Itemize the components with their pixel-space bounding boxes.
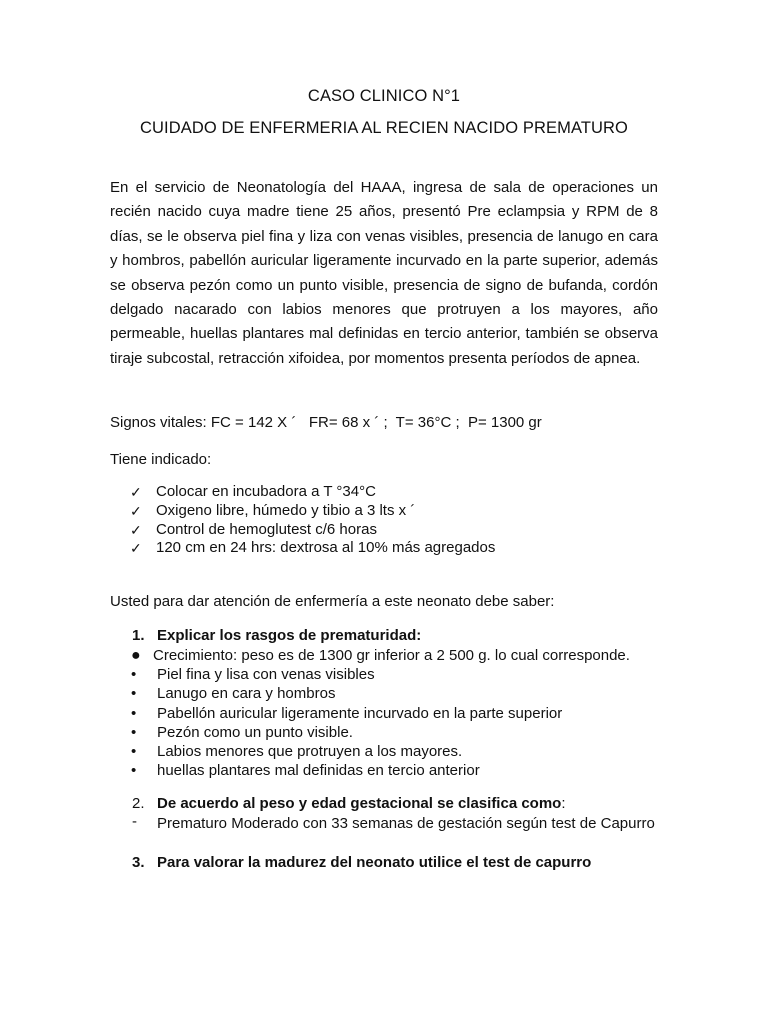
section-title: De acuerdo al peso y edad gestacional se clasifica como <box>157 795 562 812</box>
section-title: Explicar los rasgos de prematuridad: <box>157 627 422 644</box>
page-subtitle: CUIDADO DE ENFERMERIA AL RECIEN NACIDO PREMATURO <box>140 119 628 137</box>
list-item: ✓ Oxigeno libre, húmedo y tibio a 3 lts x ´ <box>130 501 416 519</box>
list-item: • Pezón como un punto visible. <box>131 723 353 741</box>
section-title: Para valorar la madurez del neonato utilice el test de capurro <box>157 854 592 871</box>
bullet-icon: • <box>131 723 137 741</box>
bullet-icon: ● <box>131 647 141 664</box>
dash-marker: - <box>132 813 137 830</box>
list-item: • Lanugo en cara y hombros <box>131 685 336 703</box>
bullet-icon: • <box>131 666 137 684</box>
section-title-suffix: : <box>561 795 566 812</box>
checkmark-icon: ✓ <box>130 502 142 519</box>
list-item: ✓ 120 cm en 24 hrs: dextrosa al 10% más agregados <box>130 539 496 557</box>
list-item: • huellas plantares mal definidas en tercio anterior <box>131 762 480 780</box>
section-number: 2. <box>132 795 145 812</box>
checkmark-icon: ✓ <box>130 521 142 538</box>
instruction-text: Usted para dar atención de enfermería a este neonato debe saber: <box>110 593 555 610</box>
indications-list <box>130 483 495 558</box>
section-3-heading <box>132 854 591 871</box>
case-description: En el servicio de Neonatología del HAAA, ingresa de sala de operaciones un recién nacido cuya madre tiene 25 años, presentó Pre eclampsia y RPM de 8 días, se le observa piel fina y liza con venas visibles, presencia de lanugo en cara y hombros, pabellón auricular ligeramente incurvado en la parte superior, además se observa pezón como un punto visible, presencia de signo de bufanda, cordón delgado nacarado con labios menores que protruyen a los mayores, año permeable, huellas plantares mal definidas en tercio anterior, también se observa tiraje subcostal, retracción xifoidea, por momentos presenta períodos de apnea. <box>110 179 658 367</box>
bullet-icon: • <box>131 685 137 703</box>
bullet-icon: • <box>131 742 137 760</box>
checkmark-icon: ✓ <box>130 484 142 500</box>
vital-signs: Signos vitales: FC = 142 X ´ FR= 68 x ´ ; T= 36°C ; P= 1300 gr <box>110 414 542 431</box>
indications-label: Tiene indicado: <box>110 451 212 468</box>
checkmark-icon: ✓ <box>130 540 142 557</box>
classification-answer <box>132 813 658 834</box>
bullet-icon: • <box>131 762 137 780</box>
section-2-heading <box>132 795 566 812</box>
section-1-heading <box>132 627 421 644</box>
section-number: 3. <box>132 854 145 871</box>
list-item: ✓ Control de hemoglutest c/6 horas <box>130 520 377 538</box>
list-item: ● Crecimiento: peso es de 1300 gr inferior a 2 500 g. lo cual corresponde. <box>131 647 630 664</box>
classification-text: Prematuro Moderado con 33 semanas de gestación según test de Capurro <box>157 815 655 832</box>
list-item: ✓ Colocar en incubadora a T °34°C <box>130 483 376 500</box>
list-item: • Piel fina y lisa con venas visibles <box>131 666 375 684</box>
prematurity-traits-list <box>130 646 630 780</box>
bullet-icon: • <box>131 704 137 722</box>
list-item: • Pabellón auricular ligeramente incurvado en la parte superior <box>131 704 563 722</box>
section-number: 1. <box>132 627 145 644</box>
list-item: • Labios menores que protruyen a los mayores. <box>131 742 463 760</box>
page-title: CASO CLINICO N°1 <box>307 87 461 105</box>
